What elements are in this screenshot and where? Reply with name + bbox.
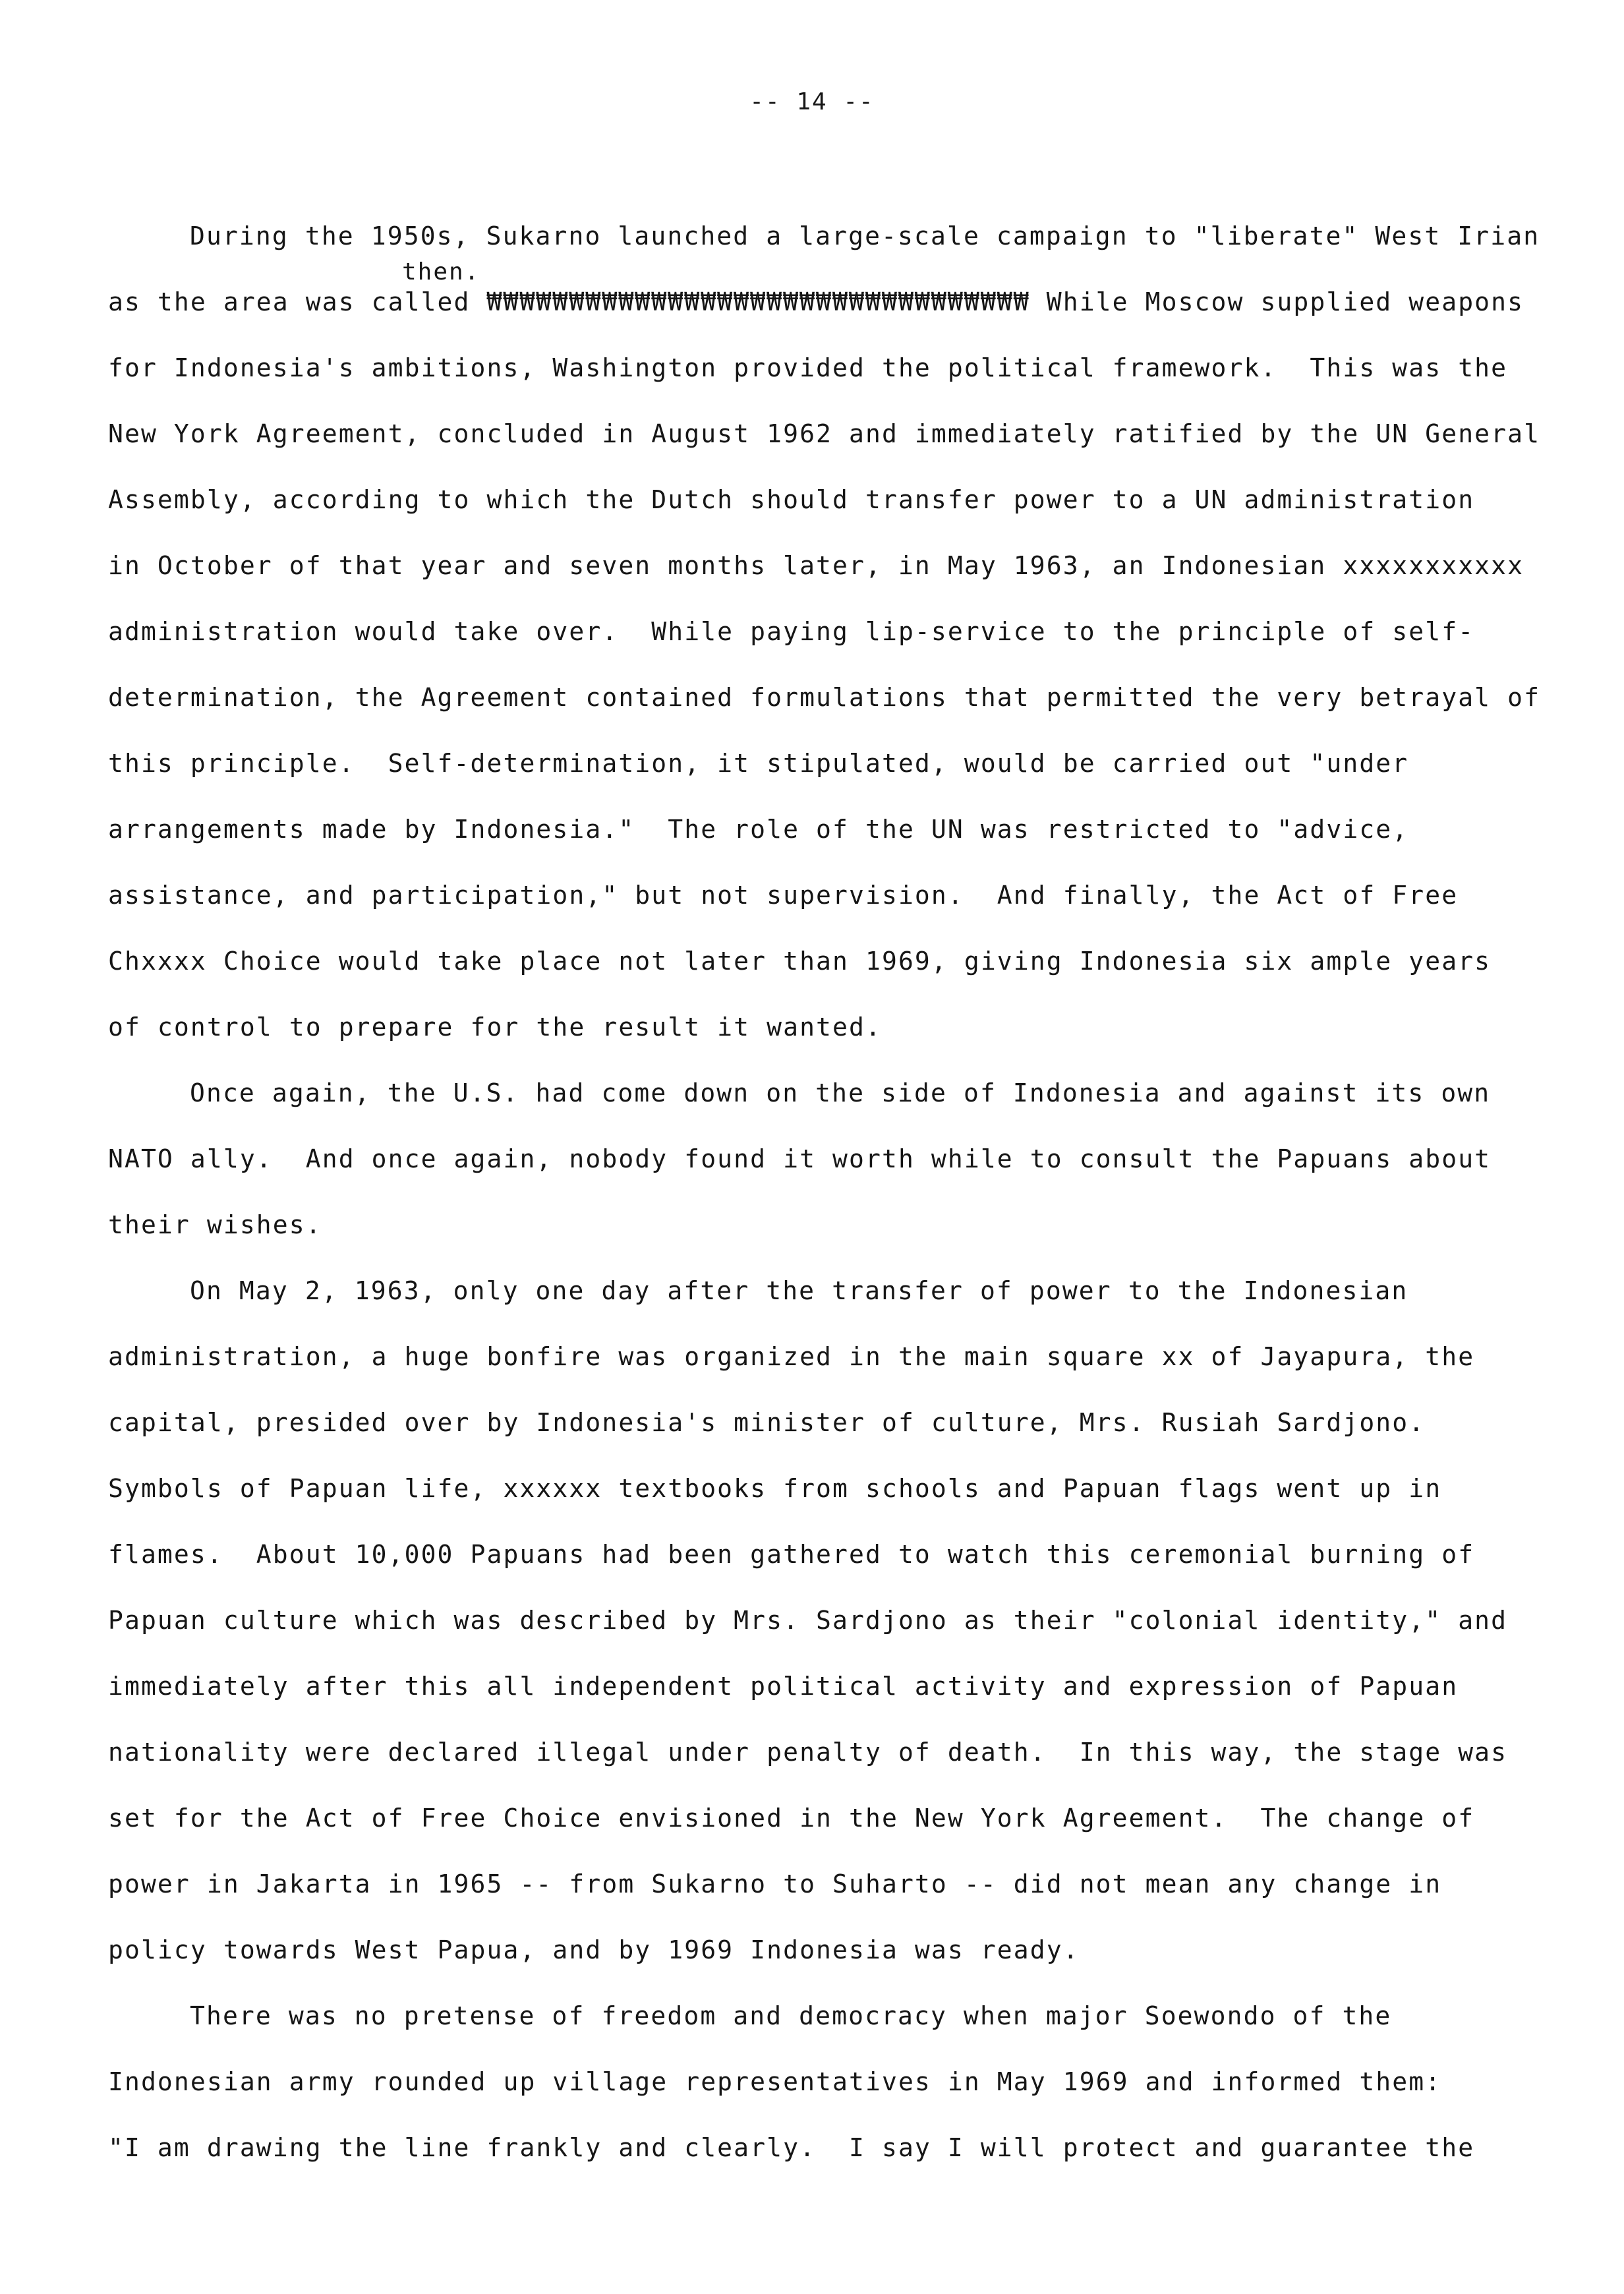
text-line: On May 2, 1963, only one day after the transfer of power to the Indonesian [190, 1276, 1408, 1305]
text-line: nationality were declared illegal under penalty of death. In this way, the stage was [108, 1738, 1508, 1767]
text-line: policy towards West Papua, and by 1969 Indonesia was ready. [108, 1935, 1080, 1964]
text-line: set for the Act of Free Choice envisioned in the New York Agreement. The change of [108, 1804, 1475, 1833]
text-line: Indonesian army rounded up village representatives in May 1969 and informed them: [108, 2067, 1442, 2096]
text-line: "I am drawing the line frankly and clearly. I say I will protect and guarantee the [108, 2133, 1475, 2162]
text-line: Papuan culture which was described by Mrs. Sardjono as their "colonial identity," and [108, 1606, 1508, 1635]
text-line: for Indonesia's ambitions, Washington provided the political framework. This was the [108, 353, 1508, 382]
text-line: power in Jakarta in 1965 -- from Sukarno to Suharto -- did not mean any change in [108, 1869, 1442, 1898]
text-line: Symbols of Papuan life, xxxxxx textbooks from schools and Papuan flags went up in [108, 1474, 1442, 1503]
text-line: There was no pretense of freedom and democracy when major Soewondo of the [190, 2001, 1392, 2030]
text-line: immediately after this all independent political activity and expression of Papuan [108, 1672, 1459, 1701]
text-line: administration, a huge bonfire was organized in the main square xx of Jayapura, the [108, 1342, 1475, 1371]
text-line: New York Agreement, concluded in August 1962 and immediately ratified by the UN General [108, 419, 1541, 448]
text-line: determination, the Agreement contained formulations that permitted the very betrayal of [108, 683, 1541, 712]
text-line: assistance, and participation," but not supervision. And finally, the Act of Free [108, 881, 1459, 910]
text-line: of control to prepare for the result it wanted. [108, 1013, 882, 1042]
text-line: Assembly, according to which the Dutch should transfer power to a UN administration [108, 485, 1475, 514]
text-line: their wishes. [108, 1210, 322, 1239]
text-line: flames. About 10,000 Papuans had been gathered to watch this ceremonial burning of [108, 1540, 1475, 1569]
text-line: NATO ally. And once again, nobody found it worth while to consult the Papuans about [108, 1144, 1492, 1173]
text-line: arrangements made by Indonesia." The role of the UN was restricted to "advice, [108, 815, 1409, 844]
text-line: this principle. Self-determination, it stipulated, would be carried out "under [108, 749, 1409, 778]
text-line: Once again, the U.S. had come down on the side of Indonesia and against its own [190, 1078, 1491, 1107]
handwritten-insertion: then. [402, 258, 480, 285]
text-line: in October of that year and seven months later, in May 1963, an Indonesian xxxxxxxxxxx [108, 551, 1524, 580]
text-line: as the area was called ₩₩₩₩₩₩₩₩₩₩₩₩₩₩₩₩₩₩₩₩₩₩₩₩₩₩₩₩₩₩₩₩₩ While Moscow supplied weapons [108, 287, 1524, 316]
text-line: capital, presided over by Indonesia's minister of culture, Mrs. Rusiah Sardjono. [108, 1408, 1426, 1437]
page-number: -- 14 -- [749, 88, 875, 115]
text-line: administration would take over. While paying lip-service to the principle of self- [108, 617, 1475, 646]
text-line: Chxxxx Choice would take place not later than 1969, giving Indonesia six ample years [108, 947, 1492, 976]
text-line: During the 1950s, Sukarno launched a large-scale campaign to "liberate" West Irian [190, 221, 1540, 250]
